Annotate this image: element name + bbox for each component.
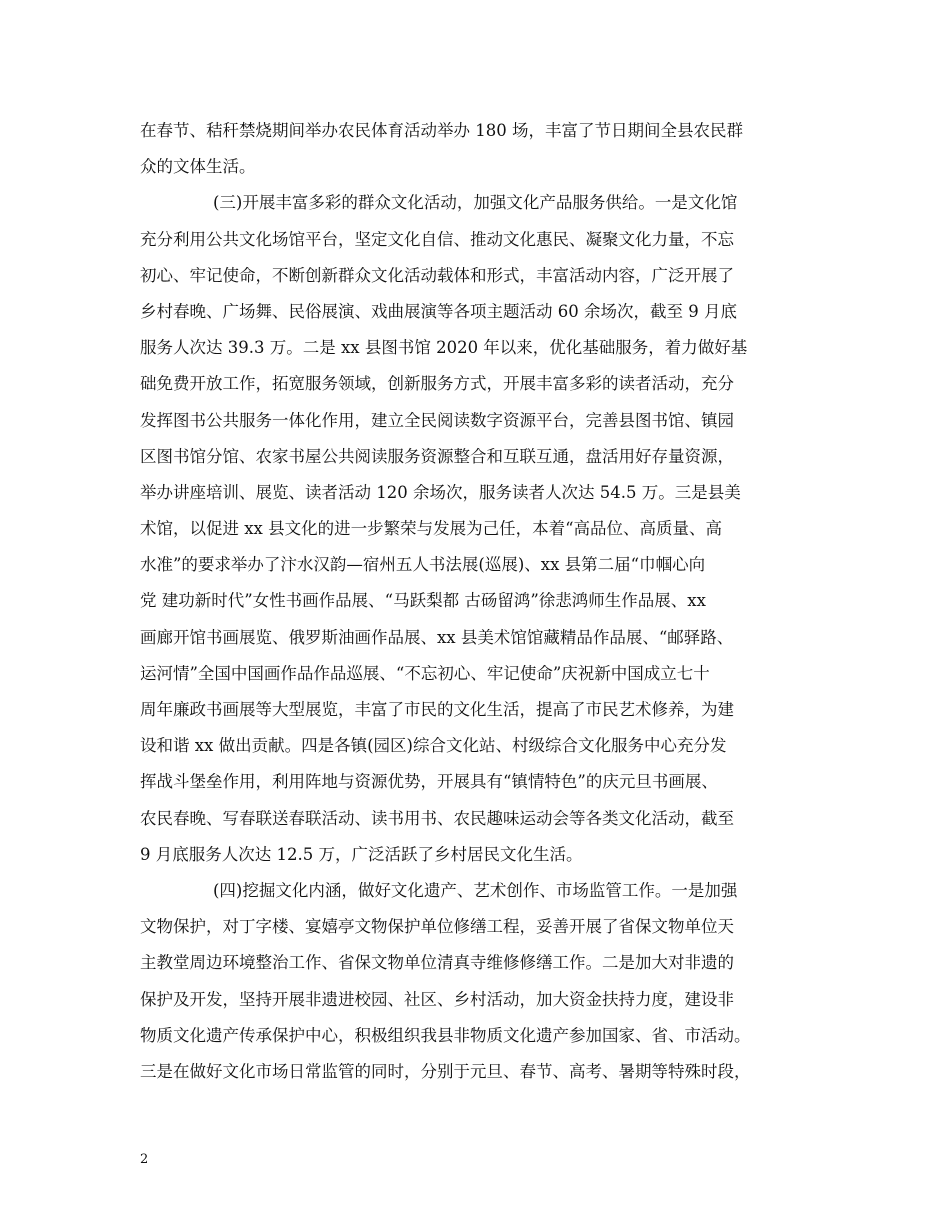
text-line: 9 月底服务人次达 12.5 万，广泛活跃了乡村居民文化生活。 <box>140 844 583 864</box>
text-line: 乡村春晚、广场舞、民俗展演、戏曲展演等各项主题活动 60 余场次，截至 9 月底 <box>140 301 737 321</box>
text-line: 设和谐 xx 做出贡献。四是各镇(园区)综合文化站、村级综合文化服务中心充分发 <box>140 736 727 756</box>
text-line: 文物保护，对丁字楼、宴嬉亭文物保护单位修缮工程，妥善开展了省保文物单位天 <box>140 917 734 937</box>
text-line: (三)开展丰富多彩的群众文化活动，加强文化产品服务供给。一是文化馆 <box>213 193 738 213</box>
text-line: 众的文体生活。 <box>140 157 256 177</box>
text-line: 举办讲座培训、展览、读者活动 120 余场次，服务读者人次达 54.5 万。三是县美 <box>140 482 741 502</box>
text-line: 画廊开馆书画展览、俄罗斯油画作品展、xx 县美术馆馆藏精品作品展、“邮驿路、 <box>140 627 734 647</box>
paragraph-3 <box>140 873 820 1090</box>
page-number: 2 <box>140 1152 149 1167</box>
text-line: 三是在做好文化市场日常监管的同时，分别于元旦、春节、高考、暑期等特殊时段， <box>140 1061 751 1081</box>
text-line: 在春节、秸秆禁烧期间举办农民体育活动举办 180 场，丰富了节日期间全县农民群 <box>140 121 743 140</box>
text-line: 党 建功新时代”女性书画作品展、“马跃梨都 古砀留鸿”徐悲鸿师生作品展、xx <box>140 591 706 611</box>
text-line: 术馆，以促进 xx 县文化的进一步繁荣与发展为己任，本着“高品位、高质量、高 <box>140 519 723 539</box>
text-line: 挥战斗堡垒作用，利用阵地与资源优势，开展具有“镇情特色”的庆元旦书画展、 <box>140 772 718 792</box>
text-line: 农民春晚、写春联送春联活动、读书用书、农民趣味运动会等各类文化活动，截至 <box>140 808 734 828</box>
text-line: 区图书馆分馆、农家书屋公共阅读服务资源整合和互联互通，盘活用好存量资源， <box>140 446 734 466</box>
text-line: 主教堂周边环境整治工作、省保文物单位清真寺维修修缮工作。二是加大对非遗的 <box>140 953 734 973</box>
body-text <box>140 113 820 1090</box>
text-line: 础免费开放工作，拓宽服务领域，创新服务方式，开展丰富多彩的读者活动，充分 <box>140 374 734 394</box>
text-line: 发挥图书公共服务一体化作用，建立全民阅读数字资源平台，完善县图书馆、镇园 <box>140 410 734 430</box>
text-line: 初心、牢记使命，不断创新群众文化活动载体和形式，丰富活动内容，广泛开展了 <box>140 265 734 285</box>
paragraph-2 <box>140 185 820 873</box>
paragraph-1 <box>140 113 820 185</box>
text-line: 物质文化遗产传承保护中心，积极组织我县非物质文化遗产参加国家、省、市活动。 <box>140 1025 751 1045</box>
text-line: 水准”的要求举办了汴水汉韵—宿州五人书法展(巡展)、xx 县第二届“巾帼心向 <box>140 555 706 575</box>
text-line: 服务人次达 39.3 万。二是 xx 县图书馆 2020 年以来，优化基础服务，着力做好基 <box>140 338 748 358</box>
text-line: 运河情”全国中国画作品作品巡展、“不忘初心、牢记使命”庆祝新中国成立七十 <box>140 663 710 683</box>
text-line: 周年廉政书画展等大型展览，丰富了市民的文化生活，提高了市民艺术修养，为建 <box>140 700 734 719</box>
text-line: 保护及开发，坚持开展非遗进校园、社区、乡村活动，加大资金扶持力度，建设非 <box>140 989 734 1009</box>
text-line: (四)挖掘文化内涵，做好文化遗产、艺术创作、市场监管工作。一是加强 <box>213 880 738 900</box>
text-line: 充分利用公共文化场馆平台，坚定文化自信、推动文化惠民、凝聚文化力量，不忘 <box>140 229 734 249</box>
